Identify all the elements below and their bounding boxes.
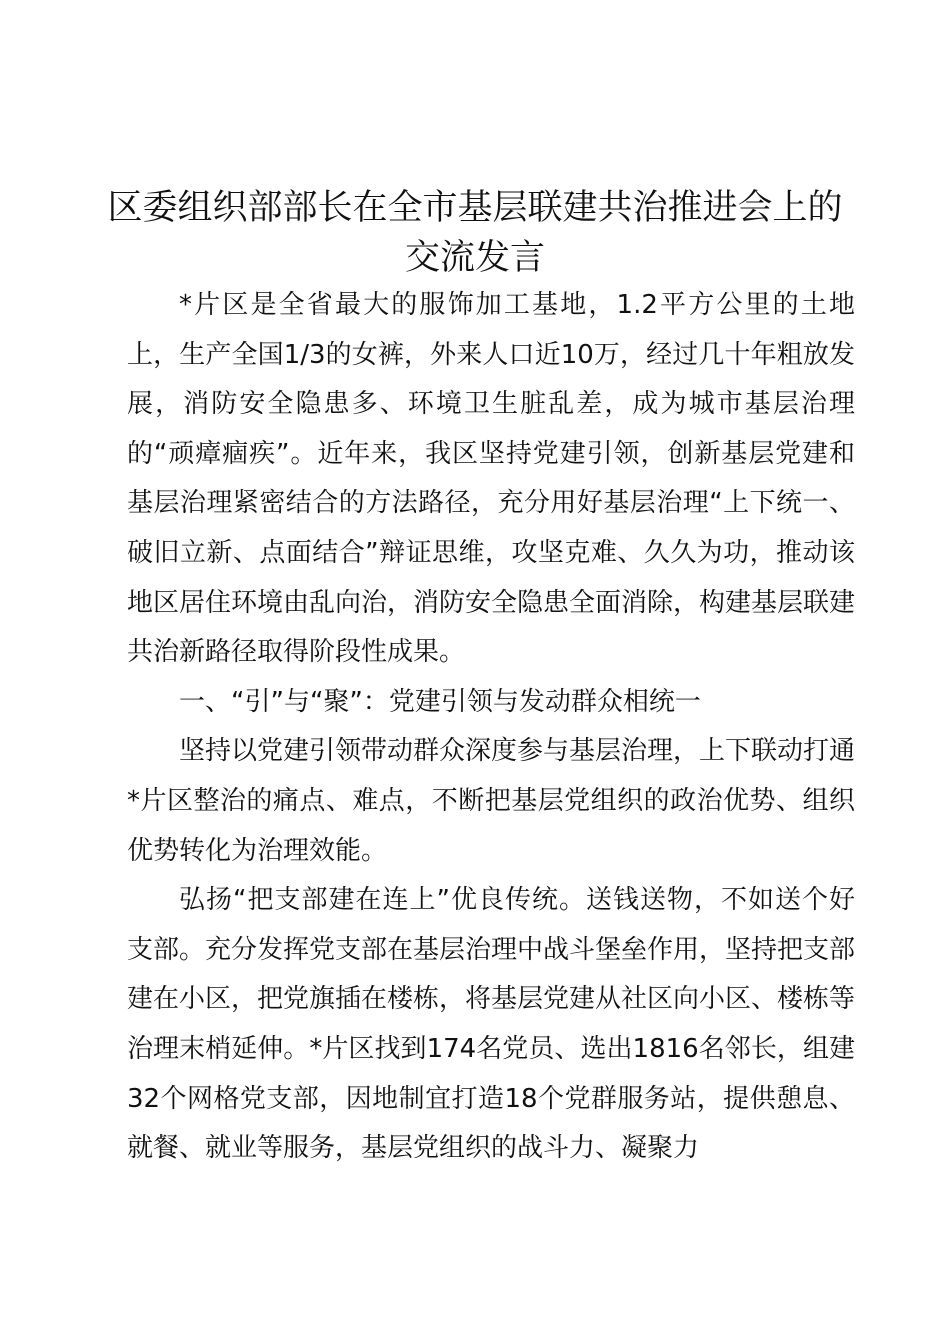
- paragraph-party-branch: 弘扬“把支部建在连上”优良传统。送钱送物，不如送个好支部。充分发挥党支部在基层治理中战斗堡垒作用，坚持把支部建在小区，把党旗插在楼栋，将基层党建从社区向小区、楼栋等治理末梢延伸。*片区找到174名党员、选出1816名邻长，组建32个网格党支部，因地制宜打造18个党群服务站，提供憩息、就餐、就业等服务，基层党组织的战斗力、凝聚力: [127, 885, 856, 1164]
- paragraph-section-1-summary: 坚持以党建引领带动群众深度参与基层治理，上下联动打通*片区整治的痛点、难点，不断把基层党组织的政治优势、组织优势转化为治理效能。: [127, 736, 856, 866]
- paragraph-intro: *片区是全省最大的服饰加工基地，1.2平方公里的土地上，生产全国1/3的女裤，外来人口近10万，经过几十年粗放发展，消防安全隐患多、环境卫生脏乱差，成为城市基层治理的“顽瘴痼疾”。近年来，我区坚持党建引领，创新基层党建和基层治理紧密结合的方法路径，充分用好基层治理“上下统一、破旧立新、点面结合”辩证思维，攻坚克难、久久为功，推动该地区居住环境由乱向治，消防安全隐患全面消除，构建基层联建共治新路径取得阶段性成果。: [127, 290, 856, 668]
- document-body: [127, 281, 855, 1174]
- section-heading-1: 一、“引”与“聚”：党建引领与发动群众相统一: [179, 686, 701, 717]
- document-title: 区委组织部部长在全市基层联建共治推进会上的交流发言: [107, 188, 843, 278]
